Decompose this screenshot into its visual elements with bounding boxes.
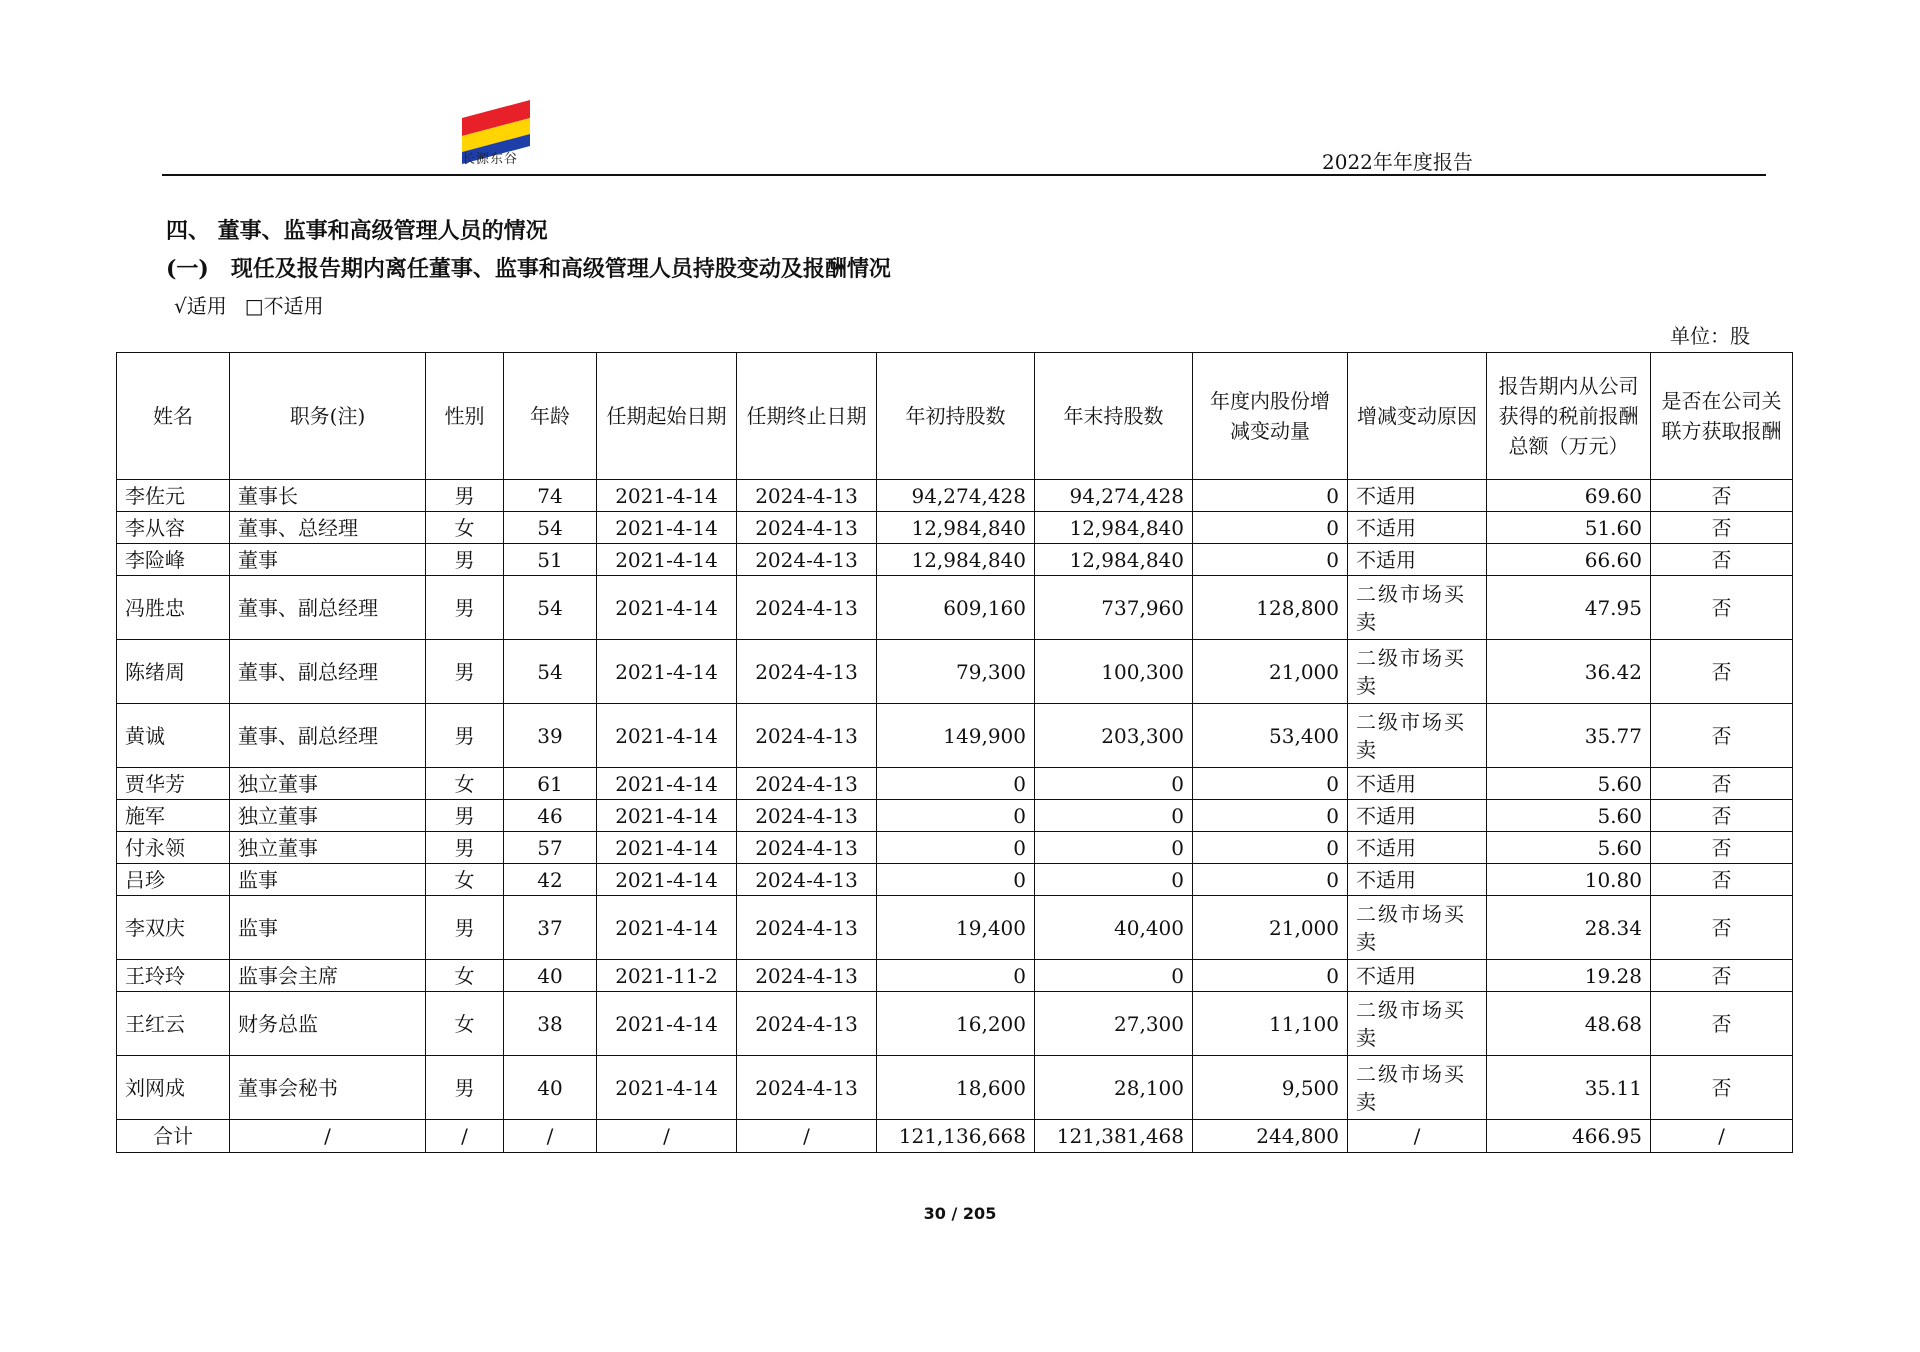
table-cell: 独立董事 <box>230 800 426 832</box>
table-cell: 2021-4-14 <box>597 1056 737 1120</box>
table-cell: 94,274,428 <box>877 480 1035 512</box>
table-cell: 否 <box>1651 992 1793 1056</box>
table-cell: 69.60 <box>1487 480 1651 512</box>
table-cell: 二级市场买卖 <box>1348 896 1487 960</box>
table-cell: 男 <box>426 576 504 640</box>
table-cell: 2021-4-14 <box>597 992 737 1056</box>
table-cell: 48.68 <box>1487 992 1651 1056</box>
table-cell: 2021-4-14 <box>597 704 737 768</box>
table-cell: 0 <box>877 864 1035 896</box>
table-cell: 36.42 <box>1487 640 1651 704</box>
table-cell: 否 <box>1651 480 1793 512</box>
table-cell: 54 <box>504 640 597 704</box>
table-cell: 董事、副总经理 <box>230 640 426 704</box>
table-cell: 2024-4-13 <box>737 800 877 832</box>
table-cell: 否 <box>1651 800 1793 832</box>
table-cell: 2021-4-14 <box>597 800 737 832</box>
table-cell: 李从容 <box>117 512 230 544</box>
total-cell: / <box>737 1120 877 1153</box>
table-cell: 54 <box>504 576 597 640</box>
table-cell: 不适用 <box>1348 544 1487 576</box>
total-cell: 合计 <box>117 1120 230 1153</box>
table-cell: 二级市场买卖 <box>1348 640 1487 704</box>
total-cell: 121,381,468 <box>1035 1120 1193 1153</box>
table-cell: 0 <box>877 960 1035 992</box>
table-row <box>117 704 1793 768</box>
table-cell: 35.77 <box>1487 704 1651 768</box>
table-cell: 否 <box>1651 512 1793 544</box>
table-cell: 12,984,840 <box>1035 544 1193 576</box>
table-cell: 0 <box>1035 768 1193 800</box>
table-header-row <box>117 353 1793 480</box>
table-cell: 否 <box>1651 832 1793 864</box>
table-cell: 54 <box>504 512 597 544</box>
table-cell: 否 <box>1651 1056 1793 1120</box>
column-header: 报告期内从公司获得的税前报酬总额（万元） <box>1487 353 1651 480</box>
table-cell: 2024-4-13 <box>737 864 877 896</box>
table-row <box>117 512 1793 544</box>
table-row <box>117 576 1793 640</box>
table-cell: 0 <box>877 832 1035 864</box>
table-cell: 38 <box>504 992 597 1056</box>
table-cell: 女 <box>426 768 504 800</box>
table-cell: 61 <box>504 768 597 800</box>
table-cell: 57 <box>504 832 597 864</box>
table-cell: 女 <box>426 992 504 1056</box>
total-cell: 466.95 <box>1487 1120 1651 1153</box>
table-cell: 35.11 <box>1487 1056 1651 1120</box>
column-header: 任期终止日期 <box>737 353 877 480</box>
table-cell: 2024-4-13 <box>737 896 877 960</box>
table-cell: 2021-4-14 <box>597 640 737 704</box>
table-cell: 2024-4-13 <box>737 480 877 512</box>
column-header: 年初持股数 <box>877 353 1035 480</box>
table-cell: 否 <box>1651 864 1793 896</box>
table-cell: 737,960 <box>1035 576 1193 640</box>
table-cell: 二级市场买卖 <box>1348 992 1487 1056</box>
table-cell: 40,400 <box>1035 896 1193 960</box>
table-cell: 男 <box>426 640 504 704</box>
table-cell: 2024-4-13 <box>737 960 877 992</box>
not-applicable-checkbox: □不适用 <box>244 294 324 318</box>
table-cell: 董事会秘书 <box>230 1056 426 1120</box>
column-header: 任期起始日期 <box>597 353 737 480</box>
table-cell: 0 <box>877 768 1035 800</box>
table-cell: 2024-4-13 <box>737 768 877 800</box>
table-cell: 财务总监 <box>230 992 426 1056</box>
applicability-options <box>174 290 342 319</box>
table-cell: 0 <box>1035 832 1193 864</box>
table-cell: 女 <box>426 512 504 544</box>
table-cell: 0 <box>1193 512 1348 544</box>
table-row <box>117 544 1793 576</box>
table-cell: 否 <box>1651 640 1793 704</box>
table-cell: 2024-4-13 <box>737 1056 877 1120</box>
table-cell: 男 <box>426 1056 504 1120</box>
table-cell: 董事 <box>230 544 426 576</box>
table-cell: 二级市场买卖 <box>1348 576 1487 640</box>
table-cell: 0 <box>1035 864 1193 896</box>
column-header: 姓名 <box>117 353 230 480</box>
table-cell: 0 <box>1193 800 1348 832</box>
table-cell: 2024-4-13 <box>737 832 877 864</box>
table-cell: 女 <box>426 864 504 896</box>
table-cell: 2021-4-14 <box>597 832 737 864</box>
table-cell: 42 <box>504 864 597 896</box>
page-number: 30 / 205 <box>923 1204 997 1223</box>
table-row <box>117 800 1793 832</box>
table-cell: 66.60 <box>1487 544 1651 576</box>
table-cell: 79,300 <box>877 640 1035 704</box>
table-cell: 董事、副总经理 <box>230 704 426 768</box>
table-cell: 0 <box>1193 544 1348 576</box>
table-cell: 27,300 <box>1035 992 1193 1056</box>
table-cell: 黄诚 <box>117 704 230 768</box>
table-cell: 94,274,428 <box>1035 480 1193 512</box>
table-cell: 不适用 <box>1348 512 1487 544</box>
table-cell: 39 <box>504 704 597 768</box>
table-cell: 19,400 <box>877 896 1035 960</box>
table-row <box>117 480 1793 512</box>
table-cell: 男 <box>426 544 504 576</box>
total-cell: / <box>597 1120 737 1153</box>
report-title: 2022年年度报告 <box>1322 150 1473 174</box>
table-cell: 149,900 <box>877 704 1035 768</box>
table-cell: 74 <box>504 480 597 512</box>
table-cell: 冯胜忠 <box>117 576 230 640</box>
table-cell: 2021-11-2 <box>597 960 737 992</box>
table-cell: 李双庆 <box>117 896 230 960</box>
unit-label: 单位：股 <box>1670 324 1750 348</box>
table-cell: 独立董事 <box>230 768 426 800</box>
total-cell: / <box>1651 1120 1793 1153</box>
table-cell: 203,300 <box>1035 704 1193 768</box>
table-cell: 128,800 <box>1193 576 1348 640</box>
table-cell: 2021-4-14 <box>597 544 737 576</box>
table-row <box>117 992 1793 1056</box>
table-cell: 监事 <box>230 896 426 960</box>
table-cell: 40 <box>504 960 597 992</box>
table-cell: 贾华芳 <box>117 768 230 800</box>
table-cell: 女 <box>426 960 504 992</box>
section-subtitle: (一) 现任及报告期内离任董事、监事和高级管理人员持股变动及报酬情况 <box>166 256 891 282</box>
table-cell: 12,984,840 <box>1035 512 1193 544</box>
table-cell: 100,300 <box>1035 640 1193 704</box>
table-cell: 0 <box>1035 960 1193 992</box>
table-cell: 不适用 <box>1348 832 1487 864</box>
table-cell: 李险峰 <box>117 544 230 576</box>
table-cell: 47.95 <box>1487 576 1651 640</box>
table-cell: 609,160 <box>877 576 1035 640</box>
table-cell: 37 <box>504 896 597 960</box>
table-cell: 9,500 <box>1193 1056 1348 1120</box>
table-total-row <box>117 1120 1793 1153</box>
table-cell: 男 <box>426 704 504 768</box>
table-cell: 0 <box>1193 480 1348 512</box>
column-header: 是否在公司关联方获取报酬 <box>1651 353 1793 480</box>
table-cell: 不适用 <box>1348 960 1487 992</box>
table-cell: 5.60 <box>1487 768 1651 800</box>
table-cell: 否 <box>1651 960 1793 992</box>
applicable-checkbox: √适用 <box>174 294 227 318</box>
table-cell: 吕珍 <box>117 864 230 896</box>
table-cell: 0 <box>877 800 1035 832</box>
total-cell: 121,136,668 <box>877 1120 1035 1153</box>
table-cell: 否 <box>1651 576 1793 640</box>
table-cell: 否 <box>1651 768 1793 800</box>
shareholding-table <box>116 352 1793 1153</box>
table-cell: 否 <box>1651 544 1793 576</box>
table-cell: 2021-4-14 <box>597 864 737 896</box>
table-cell: 男 <box>426 832 504 864</box>
column-header: 性别 <box>426 353 504 480</box>
table-row <box>117 960 1793 992</box>
total-cell: / <box>230 1120 426 1153</box>
column-header: 增减变动原因 <box>1348 353 1487 480</box>
table-cell: 不适用 <box>1348 800 1487 832</box>
table-cell: 19.28 <box>1487 960 1651 992</box>
table-cell: 28,100 <box>1035 1056 1193 1120</box>
table-cell: 12,984,840 <box>877 512 1035 544</box>
table-cell: 二级市场买卖 <box>1348 704 1487 768</box>
table-cell: 2021-4-14 <box>597 480 737 512</box>
header-divider <box>162 174 1766 176</box>
table-cell: 2024-4-13 <box>737 576 877 640</box>
section-title: 四、 董事、监事和高级管理人员的情况 <box>166 218 548 244</box>
table-cell: 0 <box>1193 832 1348 864</box>
table-cell: 2021-4-14 <box>597 512 737 544</box>
table-cell: 监事 <box>230 864 426 896</box>
table-cell: 不适用 <box>1348 480 1487 512</box>
table-cell: 5.60 <box>1487 832 1651 864</box>
column-header: 年末持股数 <box>1035 353 1193 480</box>
table-cell: 否 <box>1651 896 1793 960</box>
table-cell: 男 <box>426 896 504 960</box>
table-cell: 监事会主席 <box>230 960 426 992</box>
table-cell: 0 <box>1193 864 1348 896</box>
table-cell: 18,600 <box>877 1056 1035 1120</box>
table-cell: 2024-4-13 <box>737 544 877 576</box>
table-cell: 2024-4-13 <box>737 992 877 1056</box>
column-header: 年度内股份增减变动量 <box>1193 353 1348 480</box>
table-cell: 2021-4-14 <box>597 896 737 960</box>
table-cell: 21,000 <box>1193 896 1348 960</box>
table-cell: 不适用 <box>1348 768 1487 800</box>
table-row <box>117 832 1793 864</box>
table-cell: 否 <box>1651 704 1793 768</box>
table-cell: 0 <box>1035 800 1193 832</box>
total-cell: / <box>426 1120 504 1153</box>
total-cell: / <box>1348 1120 1487 1153</box>
table-cell: 二级市场买卖 <box>1348 1056 1487 1120</box>
table-cell: 53,400 <box>1193 704 1348 768</box>
table-cell: 不适用 <box>1348 864 1487 896</box>
column-header: 职务(注) <box>230 353 426 480</box>
table-cell: 16,200 <box>877 992 1035 1056</box>
table-cell: 10.80 <box>1487 864 1651 896</box>
table-cell: 男 <box>426 480 504 512</box>
total-cell: 244,800 <box>1193 1120 1348 1153</box>
table-cell: 付永领 <box>117 832 230 864</box>
table-row <box>117 640 1793 704</box>
table-row <box>117 864 1793 896</box>
table-cell: 王玲玲 <box>117 960 230 992</box>
table-row <box>117 768 1793 800</box>
table-cell: 2024-4-13 <box>737 704 877 768</box>
table-cell: 李佐元 <box>117 480 230 512</box>
table-row <box>117 1056 1793 1120</box>
table-cell: 2024-4-13 <box>737 640 877 704</box>
table-cell: 28.34 <box>1487 896 1651 960</box>
table-cell: 董事、总经理 <box>230 512 426 544</box>
table-cell: 2021-4-14 <box>597 768 737 800</box>
table-cell: 男 <box>426 800 504 832</box>
table-cell: 0 <box>1193 768 1348 800</box>
logo-text: 长源东谷 <box>462 152 519 167</box>
table-cell: 11,100 <box>1193 992 1348 1056</box>
table-row <box>117 896 1793 960</box>
table-cell: 董事长 <box>230 480 426 512</box>
column-header: 年龄 <box>504 353 597 480</box>
table-cell: 刘网成 <box>117 1056 230 1120</box>
total-cell: / <box>504 1120 597 1153</box>
table-cell: 21,000 <box>1193 640 1348 704</box>
table-cell: 王红云 <box>117 992 230 1056</box>
table-cell: 独立董事 <box>230 832 426 864</box>
table-cell: 5.60 <box>1487 800 1651 832</box>
table-cell: 40 <box>504 1056 597 1120</box>
table-cell: 2021-4-14 <box>597 576 737 640</box>
table-cell: 董事、副总经理 <box>230 576 426 640</box>
table-cell: 施军 <box>117 800 230 832</box>
table-cell: 陈绪周 <box>117 640 230 704</box>
table-cell: 2024-4-13 <box>737 512 877 544</box>
table-cell: 0 <box>1193 960 1348 992</box>
table-cell: 51.60 <box>1487 512 1651 544</box>
table-cell: 12,984,840 <box>877 544 1035 576</box>
table-cell: 51 <box>504 544 597 576</box>
table-cell: 46 <box>504 800 597 832</box>
